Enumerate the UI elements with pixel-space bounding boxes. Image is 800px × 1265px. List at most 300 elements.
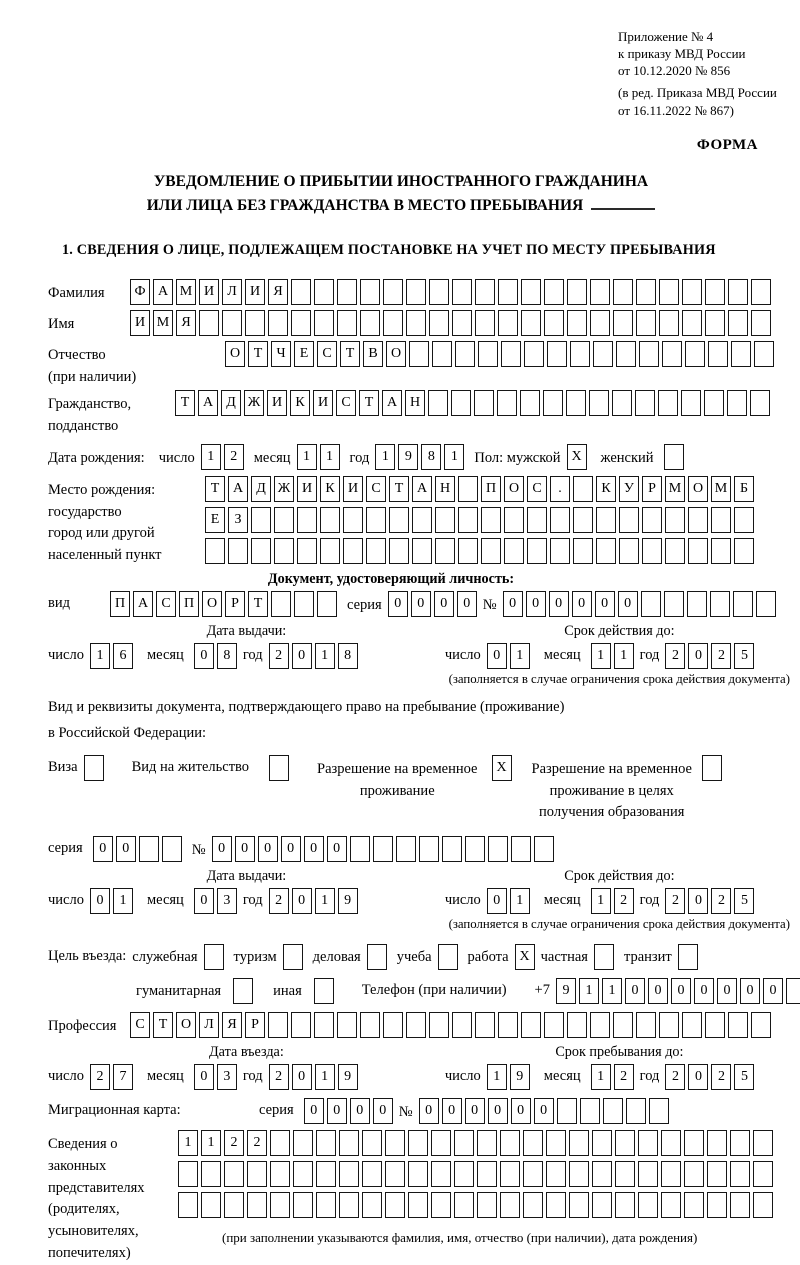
- char-cell[interactable]: [481, 538, 501, 564]
- char-cell[interactable]: [786, 978, 800, 1004]
- char-cell[interactable]: С: [156, 591, 176, 617]
- char-cell[interactable]: [383, 279, 403, 305]
- char-cell[interactable]: [271, 591, 291, 617]
- char-cell[interactable]: К: [596, 476, 616, 502]
- char-cell[interactable]: [337, 310, 357, 336]
- char-cell[interactable]: 1: [315, 1064, 335, 1090]
- checkbox-cell[interactable]: [314, 978, 334, 1004]
- char-cell[interactable]: [688, 538, 708, 564]
- char-cell[interactable]: [373, 836, 393, 862]
- char-cell[interactable]: Ж: [274, 476, 294, 502]
- char-cell[interactable]: [474, 390, 494, 416]
- char-cell[interactable]: 0: [549, 591, 569, 617]
- checkbox-cell[interactable]: [84, 755, 104, 781]
- char-cell[interactable]: [638, 1130, 658, 1156]
- char-cell[interactable]: [580, 1098, 600, 1124]
- char-cell[interactable]: [544, 310, 564, 336]
- char-cell[interactable]: 2: [614, 888, 634, 914]
- char-cell[interactable]: [636, 310, 656, 336]
- char-cell[interactable]: 0: [503, 591, 523, 617]
- char-cell[interactable]: [523, 1161, 543, 1187]
- char-cell[interactable]: [711, 538, 731, 564]
- char-cell[interactable]: [498, 1012, 518, 1038]
- char-cell[interactable]: А: [153, 279, 173, 305]
- char-cell[interactable]: [613, 310, 633, 336]
- char-cell[interactable]: [454, 1192, 474, 1218]
- char-cell[interactable]: 9: [338, 1064, 358, 1090]
- checkbox-cell[interactable]: X: [515, 944, 535, 970]
- char-cell[interactable]: [615, 1130, 635, 1156]
- char-cell[interactable]: [451, 390, 471, 416]
- char-cell[interactable]: [570, 341, 590, 367]
- char-cell[interactable]: И: [199, 279, 219, 305]
- char-cell[interactable]: [385, 1130, 405, 1156]
- char-cell[interactable]: [139, 836, 159, 862]
- char-cell[interactable]: [314, 1012, 334, 1038]
- char-cell[interactable]: 1: [320, 444, 340, 470]
- char-cell[interactable]: [659, 1012, 679, 1038]
- char-cell[interactable]: [589, 390, 609, 416]
- char-cell[interactable]: М: [153, 310, 173, 336]
- char-cell[interactable]: [688, 507, 708, 533]
- char-cell[interactable]: 0: [572, 591, 592, 617]
- char-cell[interactable]: 0: [434, 591, 454, 617]
- char-cell[interactable]: 1: [510, 888, 530, 914]
- char-cell[interactable]: [429, 1012, 449, 1038]
- char-cell[interactable]: [412, 538, 432, 564]
- checkbox-cell[interactable]: [367, 944, 387, 970]
- checkbox-cell[interactable]: [233, 978, 253, 1004]
- char-cell[interactable]: [432, 341, 452, 367]
- char-cell[interactable]: 0: [373, 1098, 393, 1124]
- char-cell[interactable]: А: [133, 591, 153, 617]
- char-cell[interactable]: [573, 507, 593, 533]
- char-cell[interactable]: [343, 538, 363, 564]
- char-cell[interactable]: [297, 538, 317, 564]
- char-cell[interactable]: [274, 507, 294, 533]
- char-cell[interactable]: [521, 279, 541, 305]
- char-cell[interactable]: [454, 1130, 474, 1156]
- char-cell[interactable]: 1: [113, 888, 133, 914]
- char-cell[interactable]: [458, 538, 478, 564]
- char-cell[interactable]: С: [317, 341, 337, 367]
- char-cell[interactable]: [366, 507, 386, 533]
- char-cell[interactable]: [557, 1098, 577, 1124]
- char-cell[interactable]: О: [176, 1012, 196, 1038]
- char-cell[interactable]: Р: [642, 476, 662, 502]
- char-cell[interactable]: [339, 1192, 359, 1218]
- char-cell[interactable]: [707, 1161, 727, 1187]
- char-cell[interactable]: [316, 1130, 336, 1156]
- char-cell[interactable]: Т: [389, 476, 409, 502]
- char-cell[interactable]: 2: [90, 1064, 110, 1090]
- char-cell[interactable]: 2: [711, 643, 731, 669]
- char-cell[interactable]: 9: [338, 888, 358, 914]
- char-cell[interactable]: 0: [327, 836, 347, 862]
- char-cell[interactable]: [592, 1161, 612, 1187]
- char-cell[interactable]: 0: [534, 1098, 554, 1124]
- char-cell[interactable]: [409, 341, 429, 367]
- char-cell[interactable]: 2: [711, 1064, 731, 1090]
- char-cell[interactable]: О: [202, 591, 222, 617]
- char-cell[interactable]: [247, 1192, 267, 1218]
- char-cell[interactable]: Я: [176, 310, 196, 336]
- char-cell[interactable]: 2: [614, 1064, 634, 1090]
- char-cell[interactable]: [498, 310, 518, 336]
- char-cell[interactable]: 0: [648, 978, 668, 1004]
- char-cell[interactable]: 0: [688, 1064, 708, 1090]
- char-cell[interactable]: [500, 1192, 520, 1218]
- char-cell[interactable]: [636, 1012, 656, 1038]
- char-cell[interactable]: [684, 1192, 704, 1218]
- char-cell[interactable]: [452, 279, 472, 305]
- char-cell[interactable]: 2: [269, 643, 289, 669]
- checkbox-cell[interactable]: [664, 444, 684, 470]
- char-cell[interactable]: [573, 538, 593, 564]
- char-cell[interactable]: И: [130, 310, 150, 336]
- char-cell[interactable]: [428, 390, 448, 416]
- char-cell[interactable]: [497, 390, 517, 416]
- char-cell[interactable]: [274, 538, 294, 564]
- char-cell[interactable]: [178, 1192, 198, 1218]
- char-cell[interactable]: 0: [717, 978, 737, 1004]
- char-cell[interactable]: [162, 836, 182, 862]
- char-cell[interactable]: [339, 1161, 359, 1187]
- char-cell[interactable]: [527, 538, 547, 564]
- char-cell[interactable]: П: [179, 591, 199, 617]
- char-cell[interactable]: [639, 341, 659, 367]
- char-cell[interactable]: [224, 1161, 244, 1187]
- char-cell[interactable]: 0: [688, 888, 708, 914]
- char-cell[interactable]: 1: [315, 888, 335, 914]
- char-cell[interactable]: [455, 341, 475, 367]
- char-cell[interactable]: 1: [487, 1064, 507, 1090]
- char-cell[interactable]: К: [320, 476, 340, 502]
- char-cell[interactable]: [316, 1161, 336, 1187]
- char-cell[interactable]: [750, 390, 770, 416]
- char-cell[interactable]: 1: [579, 978, 599, 1004]
- char-cell[interactable]: .: [550, 476, 570, 502]
- char-cell[interactable]: 0: [419, 1098, 439, 1124]
- char-cell[interactable]: [406, 1012, 426, 1038]
- char-cell[interactable]: [682, 310, 702, 336]
- char-cell[interactable]: 0: [116, 836, 136, 862]
- char-cell[interactable]: [613, 279, 633, 305]
- checkbox-cell[interactable]: [283, 944, 303, 970]
- char-cell[interactable]: 0: [487, 643, 507, 669]
- char-cell[interactable]: [547, 341, 567, 367]
- char-cell[interactable]: [475, 310, 495, 336]
- char-cell[interactable]: 0: [488, 1098, 508, 1124]
- char-cell[interactable]: [659, 279, 679, 305]
- char-cell[interactable]: [619, 507, 639, 533]
- char-cell[interactable]: [707, 1130, 727, 1156]
- char-cell[interactable]: 5: [734, 888, 754, 914]
- char-cell[interactable]: [567, 279, 587, 305]
- char-cell[interactable]: [350, 836, 370, 862]
- char-cell[interactable]: [360, 1012, 380, 1038]
- char-cell[interactable]: [477, 1161, 497, 1187]
- char-cell[interactable]: 2: [665, 643, 685, 669]
- char-cell[interactable]: 8: [421, 444, 441, 470]
- char-cell[interactable]: М: [711, 476, 731, 502]
- char-cell[interactable]: 0: [304, 836, 324, 862]
- char-cell[interactable]: [596, 538, 616, 564]
- char-cell[interactable]: [442, 836, 462, 862]
- char-cell[interactable]: [366, 538, 386, 564]
- char-cell[interactable]: [431, 1161, 451, 1187]
- char-cell[interactable]: [641, 591, 661, 617]
- char-cell[interactable]: [362, 1130, 382, 1156]
- char-cell[interactable]: [431, 1130, 451, 1156]
- char-cell[interactable]: О: [688, 476, 708, 502]
- char-cell[interactable]: Б: [734, 476, 754, 502]
- char-cell[interactable]: [534, 836, 554, 862]
- char-cell[interactable]: Ф: [130, 279, 150, 305]
- char-cell[interactable]: [685, 341, 705, 367]
- char-cell[interactable]: [178, 1161, 198, 1187]
- char-cell[interactable]: 0: [292, 888, 312, 914]
- char-cell[interactable]: 1: [591, 888, 611, 914]
- char-cell[interactable]: 0: [457, 591, 477, 617]
- char-cell[interactable]: [734, 538, 754, 564]
- char-cell[interactable]: [612, 390, 632, 416]
- char-cell[interactable]: 2: [665, 888, 685, 914]
- char-cell[interactable]: [406, 310, 426, 336]
- char-cell[interactable]: [270, 1192, 290, 1218]
- char-cell[interactable]: 0: [235, 836, 255, 862]
- char-cell[interactable]: [383, 310, 403, 336]
- char-cell[interactable]: 1: [178, 1130, 198, 1156]
- char-cell[interactable]: 0: [740, 978, 760, 1004]
- char-cell[interactable]: [429, 310, 449, 336]
- char-cell[interactable]: [385, 1161, 405, 1187]
- char-cell[interactable]: [224, 1192, 244, 1218]
- char-cell[interactable]: О: [386, 341, 406, 367]
- char-cell[interactable]: Я: [268, 279, 288, 305]
- char-cell[interactable]: [546, 1130, 566, 1156]
- char-cell[interactable]: [294, 591, 314, 617]
- char-cell[interactable]: Т: [175, 390, 195, 416]
- char-cell[interactable]: [523, 1130, 543, 1156]
- char-cell[interactable]: [753, 1161, 773, 1187]
- char-cell[interactable]: 0: [511, 1098, 531, 1124]
- char-cell[interactable]: [291, 279, 311, 305]
- char-cell[interactable]: 2: [269, 888, 289, 914]
- char-cell[interactable]: [362, 1161, 382, 1187]
- char-cell[interactable]: [665, 507, 685, 533]
- char-cell[interactable]: Ч: [271, 341, 291, 367]
- char-cell[interactable]: 6: [113, 643, 133, 669]
- char-cell[interactable]: 7: [113, 1064, 133, 1090]
- char-cell[interactable]: [293, 1130, 313, 1156]
- char-cell[interactable]: Т: [248, 341, 268, 367]
- char-cell[interactable]: [498, 279, 518, 305]
- char-cell[interactable]: З: [228, 507, 248, 533]
- char-cell[interactable]: Ж: [244, 390, 264, 416]
- char-cell[interactable]: О: [504, 476, 524, 502]
- char-cell[interactable]: [520, 390, 540, 416]
- char-cell[interactable]: 0: [388, 591, 408, 617]
- checkbox-cell[interactable]: [269, 755, 289, 781]
- char-cell[interactable]: 5: [734, 643, 754, 669]
- char-cell[interactable]: А: [228, 476, 248, 502]
- char-cell[interactable]: [199, 310, 219, 336]
- char-cell[interactable]: [396, 836, 416, 862]
- char-cell[interactable]: [337, 1012, 357, 1038]
- char-cell[interactable]: [592, 1192, 612, 1218]
- char-cell[interactable]: [412, 507, 432, 533]
- char-cell[interactable]: [642, 538, 662, 564]
- char-cell[interactable]: 1: [510, 643, 530, 669]
- char-cell[interactable]: Т: [359, 390, 379, 416]
- char-cell[interactable]: 0: [465, 1098, 485, 1124]
- char-cell[interactable]: [636, 279, 656, 305]
- char-cell[interactable]: Р: [245, 1012, 265, 1038]
- char-cell[interactable]: Т: [153, 1012, 173, 1038]
- char-cell[interactable]: [753, 1192, 773, 1218]
- char-cell[interactable]: 0: [350, 1098, 370, 1124]
- char-cell[interactable]: 9: [556, 978, 576, 1004]
- char-cell[interactable]: [753, 1130, 773, 1156]
- char-cell[interactable]: [573, 476, 593, 502]
- char-cell[interactable]: [293, 1192, 313, 1218]
- char-cell[interactable]: [635, 390, 655, 416]
- char-cell[interactable]: [435, 507, 455, 533]
- char-cell[interactable]: 0: [327, 1098, 347, 1124]
- char-cell[interactable]: 1: [201, 444, 221, 470]
- char-cell[interactable]: 5: [734, 1064, 754, 1090]
- char-cell[interactable]: [408, 1192, 428, 1218]
- char-cell[interactable]: 0: [487, 888, 507, 914]
- char-cell[interactable]: [408, 1130, 428, 1156]
- char-cell[interactable]: [385, 1192, 405, 1218]
- char-cell[interactable]: С: [336, 390, 356, 416]
- char-cell[interactable]: [475, 279, 495, 305]
- char-cell[interactable]: [500, 1130, 520, 1156]
- char-cell[interactable]: 2: [711, 888, 731, 914]
- checkbox-cell[interactable]: X: [492, 755, 512, 781]
- char-cell[interactable]: [682, 1012, 702, 1038]
- char-cell[interactable]: [734, 507, 754, 533]
- char-cell[interactable]: [337, 279, 357, 305]
- char-cell[interactable]: 1: [201, 1130, 221, 1156]
- char-cell[interactable]: 8: [338, 643, 358, 669]
- char-cell[interactable]: [705, 1012, 725, 1038]
- char-cell[interactable]: 1: [444, 444, 464, 470]
- char-cell[interactable]: [245, 310, 265, 336]
- char-cell[interactable]: [247, 1161, 267, 1187]
- char-cell[interactable]: [658, 390, 678, 416]
- char-cell[interactable]: [751, 279, 771, 305]
- char-cell[interactable]: [339, 1130, 359, 1156]
- char-cell[interactable]: [682, 279, 702, 305]
- char-cell[interactable]: 8: [217, 643, 237, 669]
- char-cell[interactable]: 3: [217, 888, 237, 914]
- char-cell[interactable]: [317, 591, 337, 617]
- char-cell[interactable]: [569, 1192, 589, 1218]
- char-cell[interactable]: [728, 310, 748, 336]
- char-cell[interactable]: [544, 1012, 564, 1038]
- char-cell[interactable]: [661, 1192, 681, 1218]
- char-cell[interactable]: [659, 310, 679, 336]
- char-cell[interactable]: [681, 390, 701, 416]
- char-cell[interactable]: [478, 341, 498, 367]
- char-cell[interactable]: 0: [194, 643, 214, 669]
- char-cell[interactable]: 2: [247, 1130, 267, 1156]
- char-cell[interactable]: Н: [435, 476, 455, 502]
- char-cell[interactable]: И: [343, 476, 363, 502]
- char-cell[interactable]: [751, 310, 771, 336]
- char-cell[interactable]: [360, 279, 380, 305]
- char-cell[interactable]: У: [619, 476, 639, 502]
- char-cell[interactable]: [649, 1098, 669, 1124]
- char-cell[interactable]: [419, 836, 439, 862]
- char-cell[interactable]: [431, 1192, 451, 1218]
- char-cell[interactable]: [664, 591, 684, 617]
- char-cell[interactable]: Д: [251, 476, 271, 502]
- char-cell[interactable]: [638, 1161, 658, 1187]
- char-cell[interactable]: 0: [694, 978, 714, 1004]
- char-cell[interactable]: 0: [526, 591, 546, 617]
- char-cell[interactable]: [360, 310, 380, 336]
- char-cell[interactable]: [320, 507, 340, 533]
- char-cell[interactable]: [251, 538, 271, 564]
- char-cell[interactable]: Д: [221, 390, 241, 416]
- char-cell[interactable]: [684, 1161, 704, 1187]
- char-cell[interactable]: 0: [258, 836, 278, 862]
- char-cell[interactable]: [730, 1161, 750, 1187]
- char-cell[interactable]: [707, 1192, 727, 1218]
- checkbox-cell[interactable]: [594, 944, 614, 970]
- char-cell[interactable]: [270, 1130, 290, 1156]
- char-cell[interactable]: [523, 1192, 543, 1218]
- char-cell[interactable]: [642, 507, 662, 533]
- char-cell[interactable]: Е: [205, 507, 225, 533]
- char-cell[interactable]: [596, 507, 616, 533]
- char-cell[interactable]: 2: [224, 444, 244, 470]
- char-cell[interactable]: В: [363, 341, 383, 367]
- char-cell[interactable]: 1: [90, 643, 110, 669]
- char-cell[interactable]: 2: [224, 1130, 244, 1156]
- char-cell[interactable]: [619, 538, 639, 564]
- char-cell[interactable]: [314, 310, 334, 336]
- char-cell[interactable]: М: [665, 476, 685, 502]
- char-cell[interactable]: [546, 1161, 566, 1187]
- char-cell[interactable]: [320, 538, 340, 564]
- char-cell[interactable]: [569, 1130, 589, 1156]
- char-cell[interactable]: [593, 341, 613, 367]
- char-cell[interactable]: 0: [625, 978, 645, 1004]
- char-cell[interactable]: Т: [248, 591, 268, 617]
- char-cell[interactable]: [454, 1161, 474, 1187]
- char-cell[interactable]: 1: [315, 643, 335, 669]
- char-cell[interactable]: [590, 310, 610, 336]
- char-cell[interactable]: 0: [763, 978, 783, 1004]
- char-cell[interactable]: 9: [510, 1064, 530, 1090]
- char-cell[interactable]: [389, 538, 409, 564]
- char-cell[interactable]: А: [198, 390, 218, 416]
- char-cell[interactable]: [710, 591, 730, 617]
- char-cell[interactable]: [408, 1161, 428, 1187]
- char-cell[interactable]: П: [110, 591, 130, 617]
- char-cell[interactable]: [383, 1012, 403, 1038]
- char-cell[interactable]: [201, 1192, 221, 1218]
- char-cell[interactable]: [458, 476, 478, 502]
- char-cell[interactable]: [477, 1130, 497, 1156]
- char-cell[interactable]: [733, 591, 753, 617]
- char-cell[interactable]: С: [527, 476, 547, 502]
